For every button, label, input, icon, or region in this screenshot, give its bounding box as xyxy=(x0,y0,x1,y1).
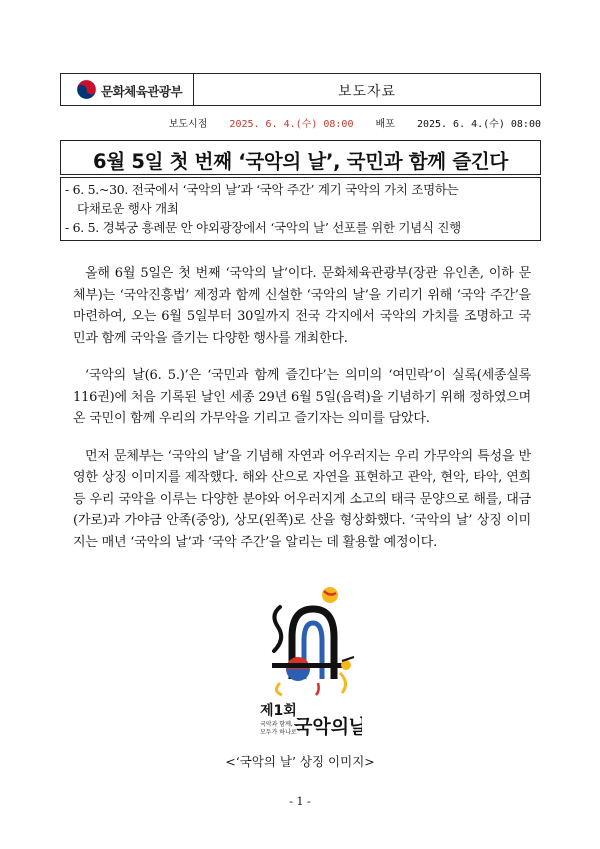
logo-main-text: 국악의날 xyxy=(294,716,362,738)
logo-slogan-line-1: 국악과 함께, xyxy=(260,721,293,728)
symbol-image-caption: <‘국악의 날’ 상징 이미지> xyxy=(225,754,375,769)
release-timing xyxy=(0,115,541,130)
distribution-label: 배포 xyxy=(375,119,395,130)
summary-item-2: - 6. 5. 경복궁 흥례문 안 야외광장에서 ‘국악의 날’ 선포를 위한 기념식 진행 xyxy=(65,220,461,235)
logo-first-edition-text: 제1회 xyxy=(260,703,297,719)
government-emblem-icon xyxy=(76,79,97,100)
article-body xyxy=(73,263,531,569)
paragraph-3: 먼저 문체부는 ‘국악의 날’을 기념해 자연과 어우러지는 우리 가무악의 특성을 반영한 상징 이미지를 제작했다. 해와 산으로 자연을 표현하고 관악, 현악, 타악, 연희 등 우리 국악을 이루는 다양한 분야와 어우러지게 소고의 태극 문양으로 해를, 대금(가로)과 가야금 안족(중앙), 상모(왼쪽)로 산을 형상화했다. ‘국악의 날’ 상징 이미지는 매년 ‘국악의 날’과 ‘국악 주간’을 알리는 데 활용할 예정이다. xyxy=(73,448,531,550)
press-release-header xyxy=(60,73,541,106)
paragraph-1: 올해 6월 5일은 첫 번째 ‘국악의 날’이다. 문화체육관광부(장관 유인촌, 이하 문체부)는 ‘국악진흥법’ 제정과 함께 신설한 ‘국악의 날’을 기리기 위해 ‘국악 주간’을 마련하여, 오는 6월 5일부터 30일까지 전국 각지에서 국악의 가치를 조명하고 국민과 함께 국악을 즐기는 다양한 행사를 개최한다. xyxy=(73,266,531,346)
paragraph-2: ‘국악의 날(6. 5.)’은 ‘국민과 함께 즐긴다’는 의미의 ‘여민락’이 실록(세종실록 116권)에 처음 기록된 날인 세종 29년 6월 5일(음력)을 기념하기 위해 정하였으며 온 국민이 함께 우리의 가무악을 기리고 즐기자는 의미를 담았다. xyxy=(73,368,531,426)
logo-slogan-line-2: 모두가 하나로 xyxy=(260,729,297,736)
summary-item-1: - 6. 5.~30. 전국에서 ‘국악의 날’과 ‘국악 주간’ 계기 국악의 가치 조명하는 xyxy=(65,182,459,197)
summary-box xyxy=(60,177,541,241)
distribution-time-value: 2025. 6. 4.(수) 08:00 xyxy=(416,119,541,130)
headline-box xyxy=(60,140,541,175)
gugak-day-logo-graphic xyxy=(258,583,362,743)
ministry-name: 문화체육관광부 xyxy=(101,84,183,99)
release-time-label: 보도시점 xyxy=(168,119,208,130)
headline: 6월 5일 첫 번째 ‘국악의 날’, 국민과 함께 즐긴다 xyxy=(93,150,508,173)
ministry-logo-cell xyxy=(61,74,194,105)
gugak-day-symbol-image xyxy=(258,583,362,743)
summary-item-1-continued: 다채로운 행사 개최 xyxy=(77,201,179,216)
release-time-value: 2025. 6. 4.(수) 08:00 xyxy=(229,119,354,130)
document-type-label: 보도자료 xyxy=(337,84,397,100)
page-number: - 1 - xyxy=(289,795,311,808)
